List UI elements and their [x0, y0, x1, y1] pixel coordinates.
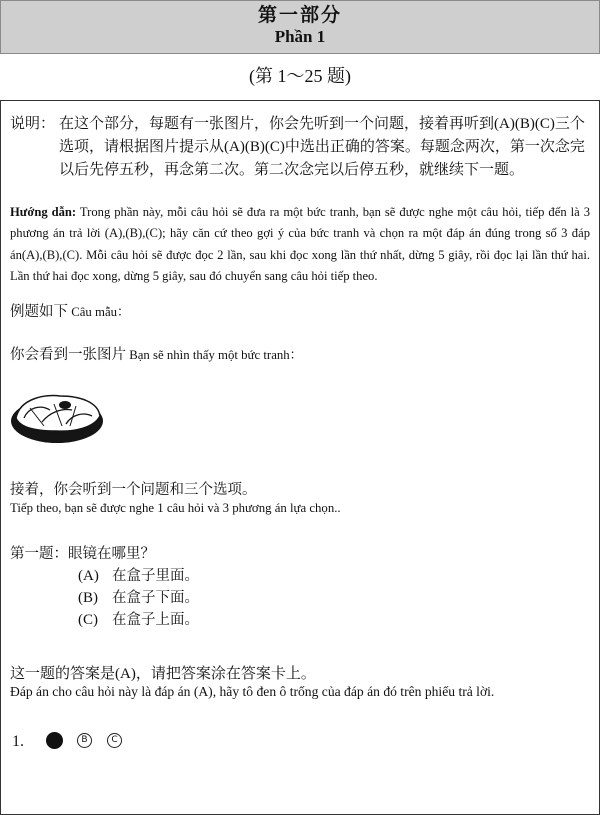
- question-label: 第一题：眼镜在哪里？: [10, 546, 155, 562]
- then-text-cn: 接着，你会听到一个问题和三个选项。: [10, 482, 257, 498]
- instructions-cn: [10, 113, 588, 182]
- option-b-text: 在盒子下面。: [112, 590, 199, 606]
- question-range: (第 1～25 题): [249, 66, 351, 86]
- glasses-in-box-illustration: [10, 388, 106, 450]
- instructions-text-vn: Trong phần này, mỗi câu hỏi sẽ đưa ra một bức tranh, bạn sẽ được nghe một câu hỏi, tiếp đến là 3 phương án trả lời (A),(B),(C); hãy căn cứ theo gợi ý của bức tranh và chọn ra một đáp án đúng trong số 3 đáp án(A),(B),(C). Mỗi câu hỏi sẽ được đọc 2 lần, sau khi đọc xong lần thứ nhất, dừng 5 giây, rồi đọc lại lần thứ hai. Lần thứ hai đọc xong, dừng 5 giây, sau đó chuyển sang câu hỏi tiếp theo.: [10, 205, 591, 284]
- answer-text-vn: Đáp án cho câu hỏi này là đáp án (A), hãy tô đen ô trống của đáp án đó trên phiếu trả lời.: [10, 684, 495, 699]
- then-line-cn: [10, 478, 257, 499]
- example-heading-vn: Câu mẫu：: [68, 305, 130, 319]
- instructions-label-cn: 说明：: [10, 116, 56, 132]
- option-a-letter: (A): [78, 568, 99, 584]
- see-picture-line: [10, 343, 302, 364]
- bubble-b[interactable]: B: [77, 733, 92, 748]
- see-picture-vn: Bạn sẽ nhìn thấy một bức tranh：: [126, 348, 303, 362]
- answer-sheet-number: 1.: [12, 733, 24, 750]
- option-c: [78, 610, 199, 630]
- section-title-cn: 第一部分: [257, 5, 342, 26]
- example-heading: [10, 300, 130, 321]
- bubble-c[interactable]: C: [107, 733, 122, 748]
- then-text-vn: Tiếp theo, bạn sẽ được nghe 1 câu hỏi và 3 phương án lựa chọn..: [10, 501, 341, 515]
- instructions-vn: [10, 202, 590, 288]
- then-line-vn: [10, 499, 341, 517]
- option-c-text: 在盒子上面。: [112, 612, 199, 628]
- option-b: [78, 588, 199, 608]
- answer-text-cn: 这一题的答案是(A)，请把答案涂在答案卡上。: [10, 666, 316, 682]
- see-picture-cn: 你会看到一张图片: [10, 347, 126, 363]
- example-heading-cn: 例题如下: [10, 304, 68, 320]
- section-header: [0, 0, 600, 54]
- option-c-letter: (C): [78, 612, 98, 628]
- section-title-vn: Phần 1: [274, 27, 326, 46]
- option-a-text: 在盒子里面。: [112, 568, 199, 584]
- instructions-label-vn: Hướng dẫn:: [10, 205, 77, 219]
- option-b-letter: (B): [78, 590, 98, 606]
- option-a: [78, 566, 199, 586]
- instructions-text-cn: 在这个部分，每题有一张图片，你会先听到一个问题，接着再听到(A)(B)(C)三个选项，请根据图片提示从(A)(B)(C)中选出正确的答案。每题念两次，第一次念完以后先停五秒，再念第二次。第二次念完以后停五秒，就继续下一题。: [59, 116, 585, 178]
- bubble-a-filled[interactable]: [46, 732, 63, 749]
